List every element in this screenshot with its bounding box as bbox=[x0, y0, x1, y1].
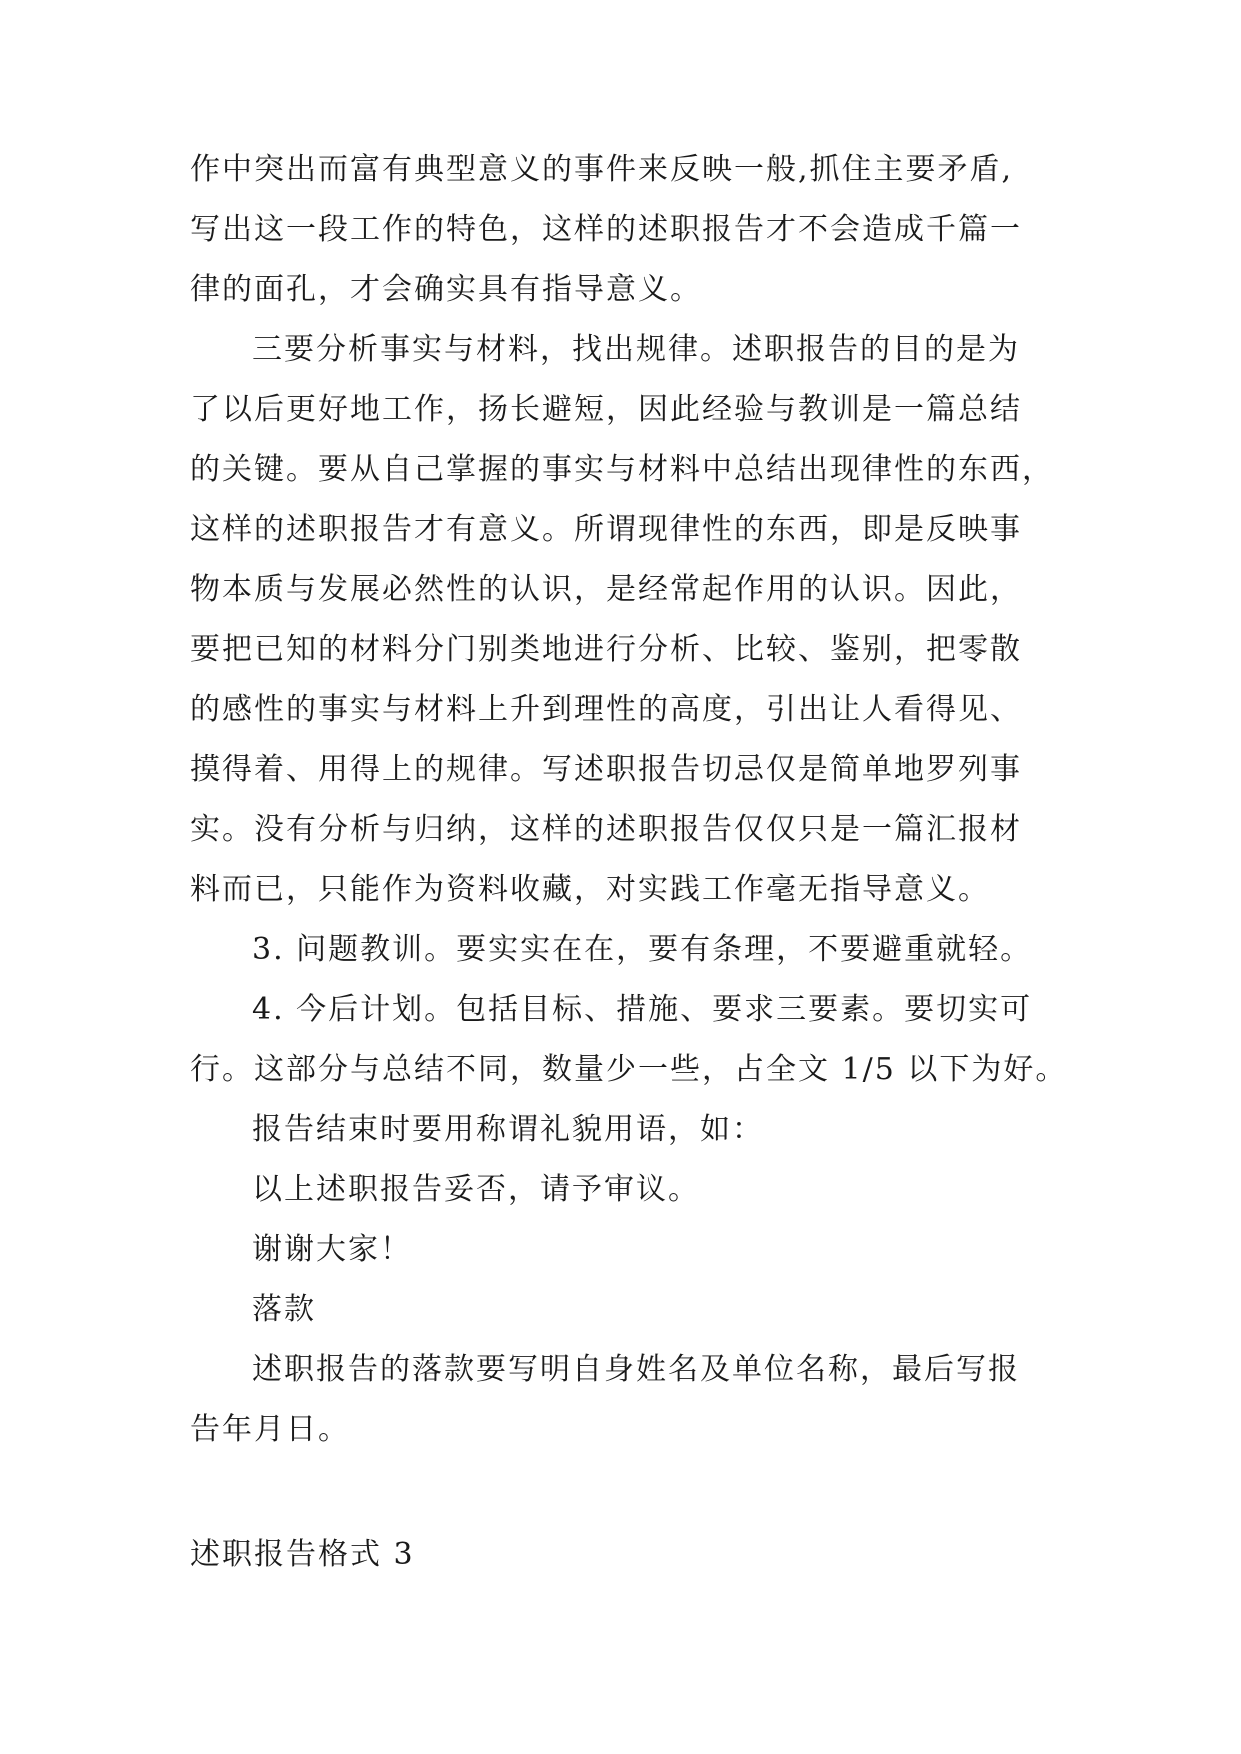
text-line: 料而已，只能作为资料收藏，对实践工作毫无指导意义。 bbox=[190, 872, 990, 907]
text-line: 摸得着、用得上的规律。写述职报告切忌仅是简单地罗列事 bbox=[190, 752, 1022, 787]
paragraph-first-line: 落款 bbox=[252, 1292, 316, 1327]
paragraph-first-line: 报告结束时要用称谓礼貌用语，如： bbox=[252, 1112, 764, 1147]
text-line: 的感性的事实与材料上升到理性的高度，引出让人看得见、 bbox=[190, 692, 1022, 727]
section-heading: 述职报告格式 3 bbox=[190, 1537, 415, 1572]
text-line: 了以后更好地工作，扬长避短，因此经验与教训是一篇总结 bbox=[190, 392, 1022, 427]
paragraph-first-line: 三要分析事实与材料，找出规律。述职报告的目的是为 bbox=[252, 332, 1020, 367]
text-line: 物本质与发展必然性的认识，是经常起作用的认识。因此， bbox=[190, 572, 1022, 607]
text-line: 写出这一段工作的特色，这样的述职报告才不会造成千篇一 bbox=[190, 212, 1022, 247]
text-line: 律的面孔，才会确实具有指导意义。 bbox=[190, 272, 702, 307]
text-line: 这样的述职报告才有意义。所谓现律性的东西，即是反映事 bbox=[190, 512, 1022, 547]
paragraph-first-line: 以上述职报告妥否，请予审议。 bbox=[252, 1172, 700, 1207]
text-line: 要把已知的材料分门别类地进行分析、比较、鉴别，把零散 bbox=[190, 632, 1022, 667]
text-line: 行。这部分与总结不同，数量少一些，占全文 1/5 以下为好。 bbox=[190, 1052, 1068, 1087]
text-line: 的关键。要从自己掌握的事实与材料中总结出现律性的东西， bbox=[190, 452, 1054, 487]
text-line: 实。没有分析与归纳，这样的述职报告仅仅只是一篇汇报材 bbox=[190, 812, 1022, 847]
paragraph-first-line: 3. 问题教训。要实实在在，要有条理，不要避重就轻。 bbox=[252, 932, 1033, 967]
text-line: 作中突出而富有典型意义的事件来反映一般,抓住主要矛盾, bbox=[190, 152, 1014, 187]
paragraph-first-line: 谢谢大家！ bbox=[252, 1232, 412, 1267]
paragraph-first-line: 4. 今后计划。包括目标、措施、要求三要素。要切实可 bbox=[252, 992, 1033, 1027]
paragraph-first-line: 述职报告的落款要写明自身姓名及单位名称，最后写报 bbox=[252, 1352, 1020, 1387]
text-line: 告年月日。 bbox=[190, 1412, 350, 1447]
